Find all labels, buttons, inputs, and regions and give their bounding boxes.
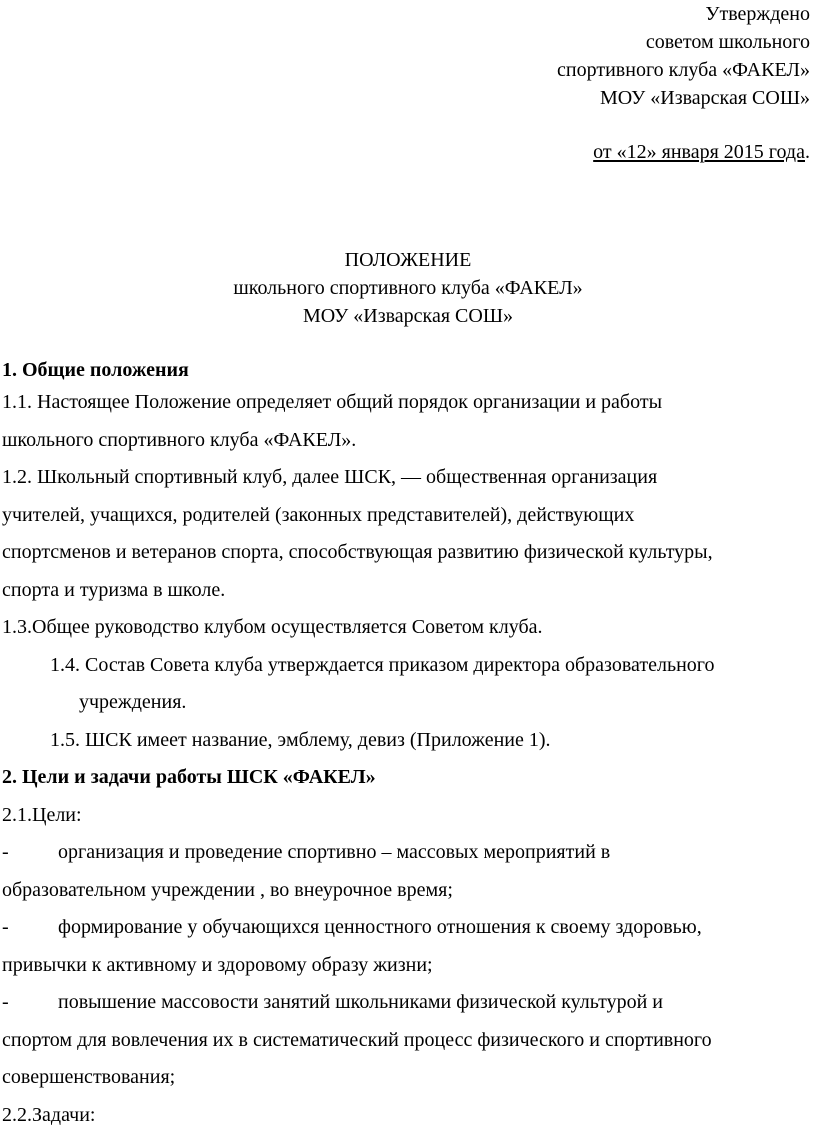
goal-2-line-2: привычки к активному и здоровому образу жизни;	[2, 953, 433, 976]
document-title	[0, 246, 816, 330]
goal-2-dash: -	[2, 916, 9, 938]
goal-3-dash: -	[2, 991, 9, 1013]
approval-line-4: МОУ «Изварская СОШ»	[600, 87, 810, 109]
document-body	[2, 356, 812, 1134]
paragraph-1-4-line-2: учреждения.	[79, 691, 187, 713]
paragraph-1-2-line-1: 1.2. Школьный спортивный клуб, далее ШСК, — общественная организация	[2, 466, 658, 488]
goal-3-text: повышение массовости занятий школьниками физической культурой и	[58, 991, 663, 1013]
section-2-heading: 2. Цели и задачи работы ШСК «ФАКЕЛ»	[2, 766, 376, 788]
approval-line-2: советом школьного	[645, 31, 810, 53]
paragraph-1-5: 1.5. ШСК имеет название, эмблему, девиз (Приложение 1).	[50, 728, 551, 751]
goal-1-text: организация и проведение спортивно – массовых мероприятий в	[58, 841, 611, 863]
goal-1-line-1	[2, 834, 812, 872]
goal-3-line-3: совершенствования;	[2, 1066, 176, 1088]
paragraph-1-4-line-1: 1.4. Состав Совета клуба утверждается приказом директора образовательного	[50, 653, 715, 676]
tasks-label: 2.2.Задачи:	[2, 1103, 96, 1126]
approval-block	[557, 0, 810, 166]
paragraph-1-2-line-2: учителей, учащихся, родителей (законных представителей), действующих	[2, 503, 635, 526]
paragraph-1-3: 1.3.Общее руководство клубом осуществляется Советом клуба.	[2, 616, 543, 638]
approval-date-period: .	[805, 141, 810, 163]
paragraph-1-2-line-3: спортсменов и ветеранов спорта, способствующая развитию физической культуры,	[2, 541, 713, 563]
title-line-2: школьного спортивного клуба «ФАКЕЛ»	[233, 277, 583, 299]
approval-line-3: спортивного клуба «ФАКЕЛ»	[557, 59, 810, 81]
section-1-heading: 1. Общие положения	[2, 359, 189, 381]
approval-date-text: от «12» января 2015 года	[593, 141, 805, 163]
title-line-3: МОУ «Изварская СОШ»	[303, 305, 513, 327]
goal-2-text: формирование у обучающихся ценностного отношения к своему здоровью,	[58, 916, 702, 938]
approval-date	[557, 138, 810, 166]
goal-1-dash: -	[2, 841, 9, 863]
goal-2-line-1	[2, 909, 812, 947]
paragraph-1-1-line-2: школьного спортивного клуба «ФАКЕЛ».	[2, 428, 357, 451]
goal-1-line-2: образовательном учреждении , во внеурочное время;	[2, 878, 453, 901]
paragraph-1-1-line-1: 1.1. Настоящее Положение определяет общий порядок организации и работы	[2, 391, 663, 413]
goal-3-line-2: спортом для вовлечения их в систематический процесс физического и спортивного	[2, 1028, 712, 1051]
goals-label: 2.1.Цели:	[2, 803, 82, 826]
goal-3-line-1	[2, 984, 812, 1022]
paragraph-1-2-line-4: спорта и туризма в школе.	[2, 578, 226, 601]
title-line-1: ПОЛОЖЕНИЕ	[344, 249, 472, 271]
approval-line-1: Утверждено	[705, 3, 810, 25]
